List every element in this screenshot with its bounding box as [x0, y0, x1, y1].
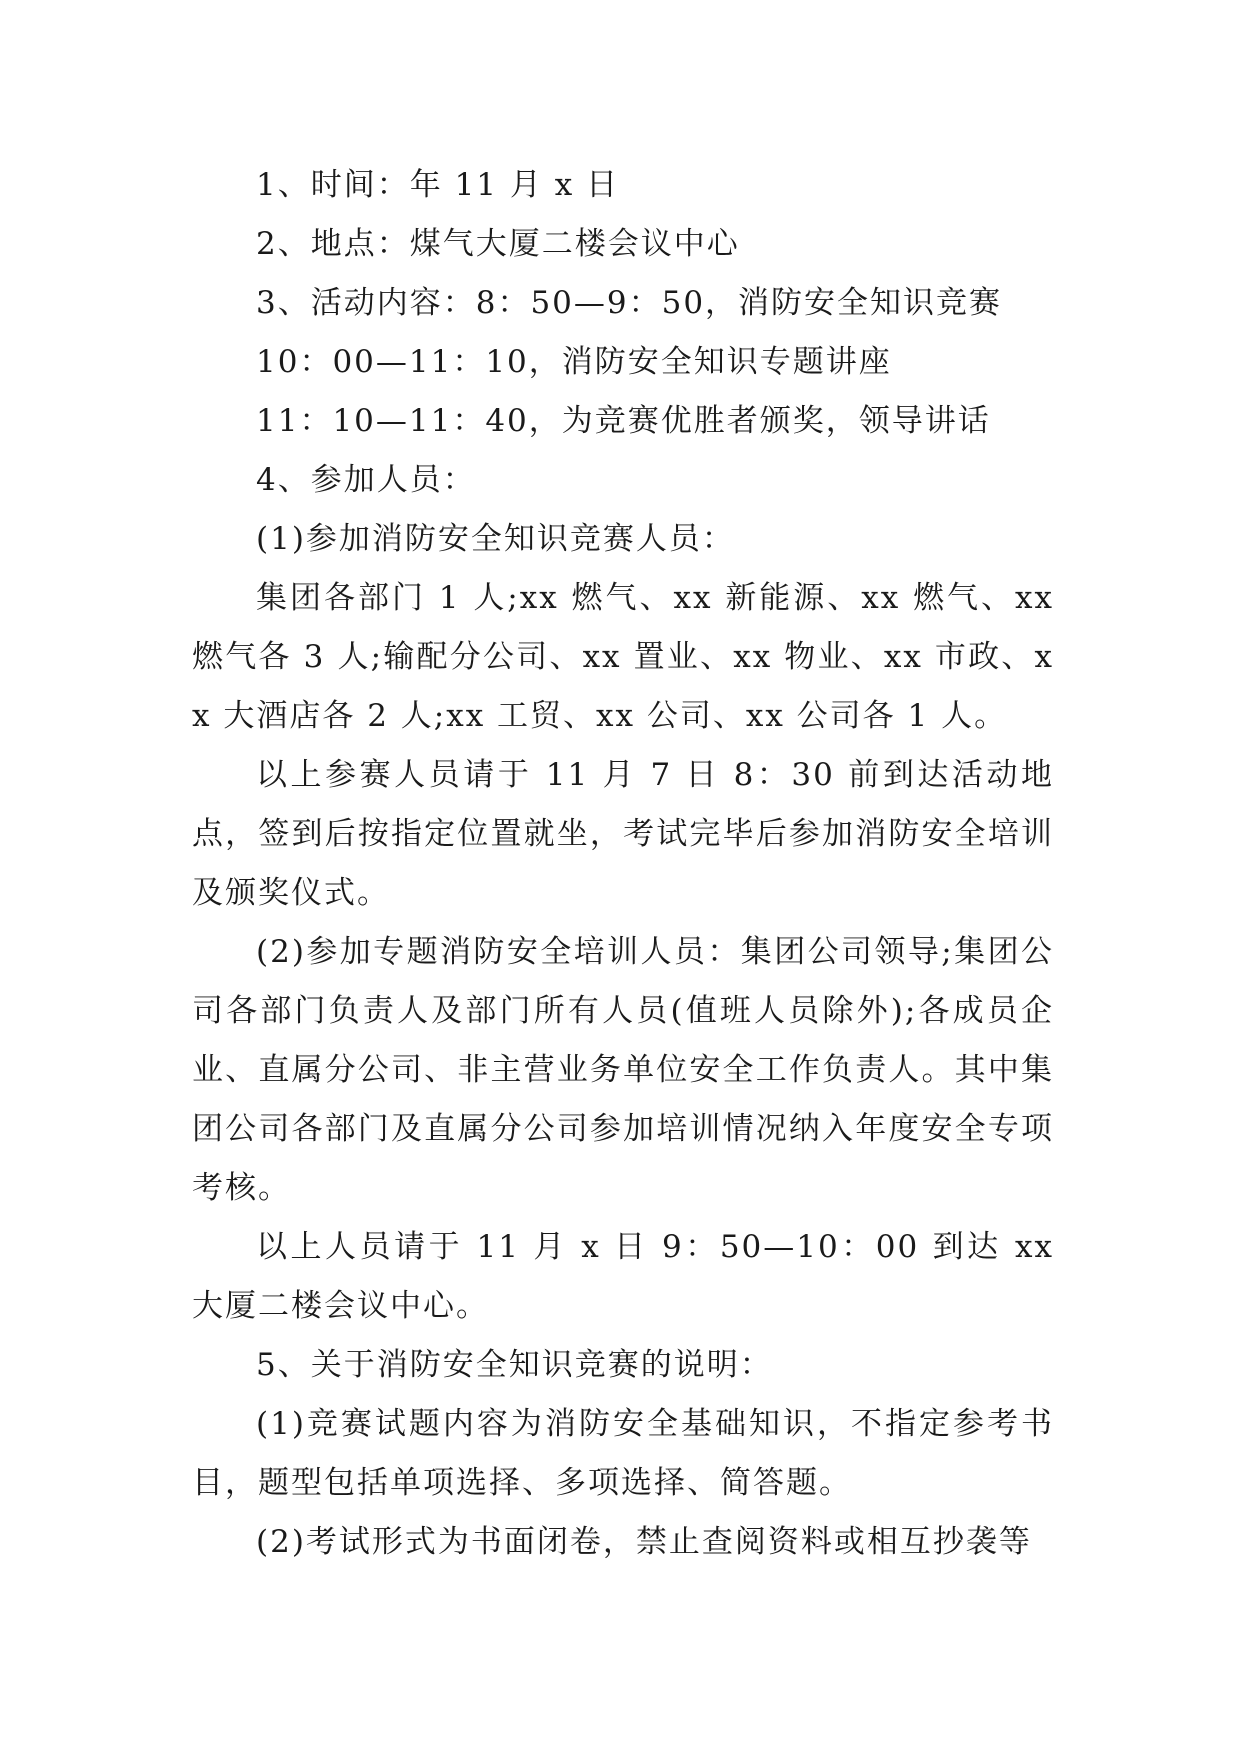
paragraph-time: 1、时间：年 11 月 x 日 [256, 167, 620, 203]
paragraph-award-time: 11：10—11：40，为竞赛优胜者颁奖，领导讲话 [256, 403, 991, 439]
paragraph-lecture-time: 10：00—11：10，消防安全知识专题讲座 [256, 344, 892, 380]
paragraph-location: 2、地点：煤气大厦二楼会议中心 [256, 226, 740, 262]
paragraph-contest-arrival: 以上参赛人员请于 11 月 7 日 8：30 前到达活动地点，签到后按指定位置就坐，考试完毕后参加消防安全培训及颁奖仪式。 [192, 757, 1054, 911]
paragraph-contest-participants-heading: (1)参加消防安全知识竞赛人员： [256, 521, 735, 557]
paragraph-activity-content: 3、活动内容：8：50—9：50，消防安全知识竞赛 [256, 285, 1003, 321]
document-body [192, 156, 1054, 1572]
paragraph-contest-participants-list: 集团各部门 1 人;xx 燃气、xx 新能源、xx 燃气、xx 燃气各 3 人;输配分公司、xx 置业、xx 物业、xx 市政、xx 大酒店各 2 人;xx 工贸、xx 公司、xx 公司各 1 人。 [192, 580, 1054, 734]
paragraph-contest-note-1: (1)竞赛试题内容为消防安全基础知识，不指定参考书目，题型包括单项选择、多项选择、简答题。 [192, 1406, 1054, 1501]
paragraph-training-arrival: 以上人员请于 11 月 x 日 9：50—10：00 到达 xx 大厦二楼会议中心。 [192, 1229, 1054, 1324]
paragraph-participants-heading: 4、参加人员： [256, 462, 476, 498]
paragraph-training-participants: (2)参加专题消防安全培训人员：集团公司领导;集团公司各部门负责人及部门所有人员(值班人员除外);各成员企业、直属分公司、非主营业务单位安全工作负责人。其中集团公司各部门及直属分公司参加培训情况纳入年度安全专项考核。 [192, 934, 1054, 1206]
paragraph-contest-note-2: (2)考试形式为书面闭卷，禁止查阅资料或相互抄袭等 [256, 1524, 1032, 1560]
paragraph-contest-notes-heading: 5、关于消防安全知识竞赛的说明： [256, 1347, 773, 1383]
